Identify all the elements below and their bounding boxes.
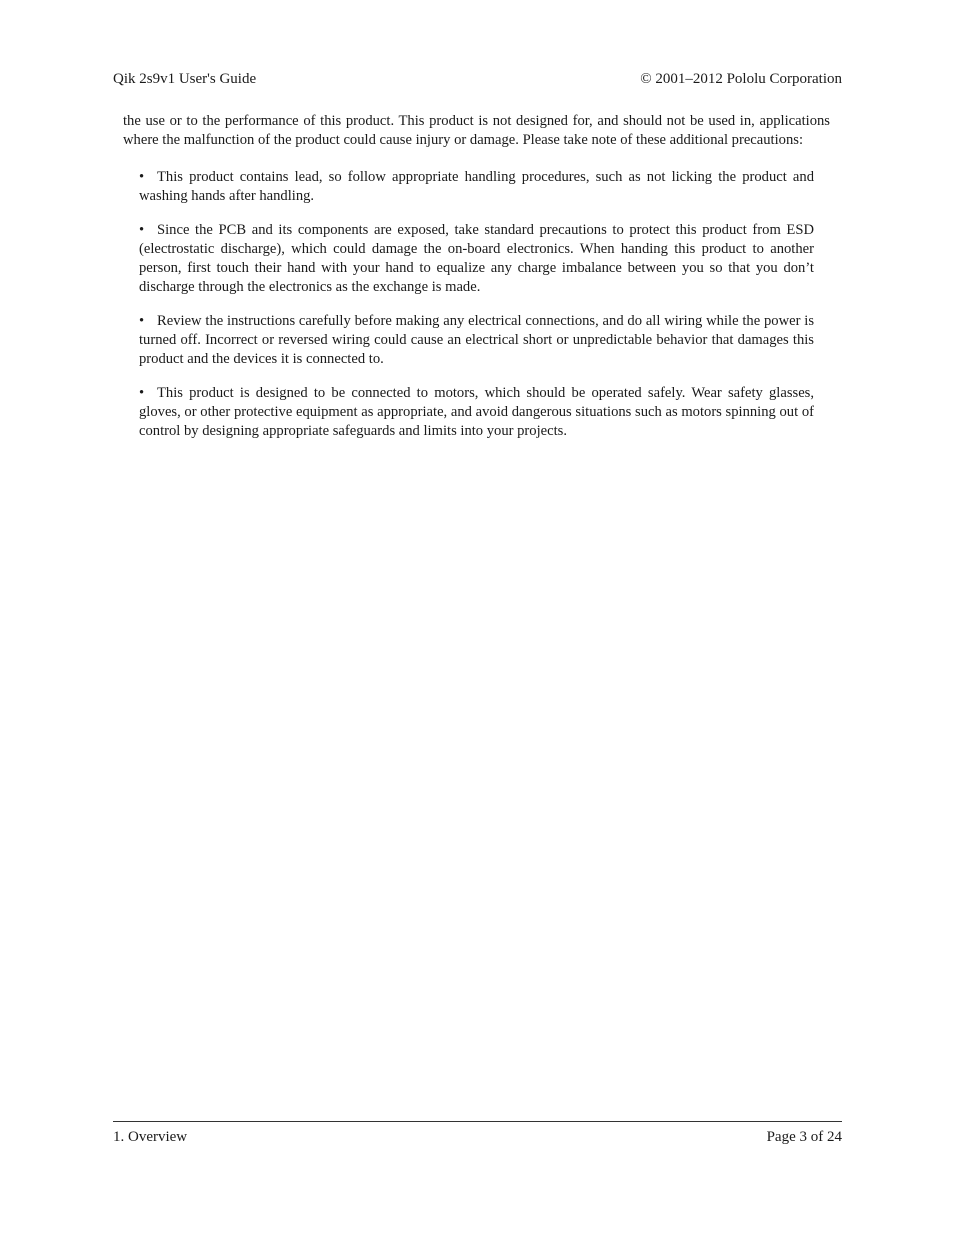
page-number: Page 3 of 24 (766, 1129, 842, 1145)
list-item-text: Review the instructions carefully before making any electrical connections, and do all wiring while the power is turned off. Incorrect or reversed wiring could cause an electrical short or unpredictable behavior that damages this product and the devices it is connected to. (139, 313, 814, 367)
list-item-text: Since the PCB and its components are exposed, take standard precautions to protect this product from ESD (electrostatic discharge), which could damage the on-board electronics. When handing this product to another person, first touch their hand with your hand to equalize any charge imbalance between you so that you don’t discharge through the electronics as the exchange is made. (139, 222, 814, 295)
list-item (139, 168, 814, 206)
precautions-list (123, 168, 814, 441)
list-item-text: This product is designed to be connected to motors, which should be operated safely. Wear safety glasses, gloves, or other protective equipment as appropriate, and avoid dangerous situations such as motors spinning out of control by designing appropriate safeguards and limits into your projects. (139, 385, 814, 439)
intro-paragraph: the use or to the performance of this product. This product is not designed for, and should not be used in, applications where the malfunction of the product could cause injury or damage. Please take note of these additional precautions: (123, 113, 830, 148)
bullet-icon: • (139, 313, 145, 329)
section-name: 1. Overview (113, 1129, 188, 1145)
list-item (139, 384, 814, 441)
page-content (123, 112, 830, 456)
page-footer (113, 1121, 842, 1146)
bullet-icon: • (139, 222, 145, 238)
document-title: Qik 2s9v1 User's Guide (113, 71, 257, 87)
bullet-icon: • (139, 385, 145, 401)
bullet-icon: • (139, 169, 145, 185)
list-item (139, 221, 814, 297)
list-item-text: This product contains lead, so follow appropriate handling procedures, such as not licking the product and washing hands after handling. (139, 169, 814, 204)
list-item (139, 312, 814, 369)
page-header (113, 70, 842, 88)
copyright-notice: © 2001–2012 Pololu Corporation (640, 71, 842, 87)
